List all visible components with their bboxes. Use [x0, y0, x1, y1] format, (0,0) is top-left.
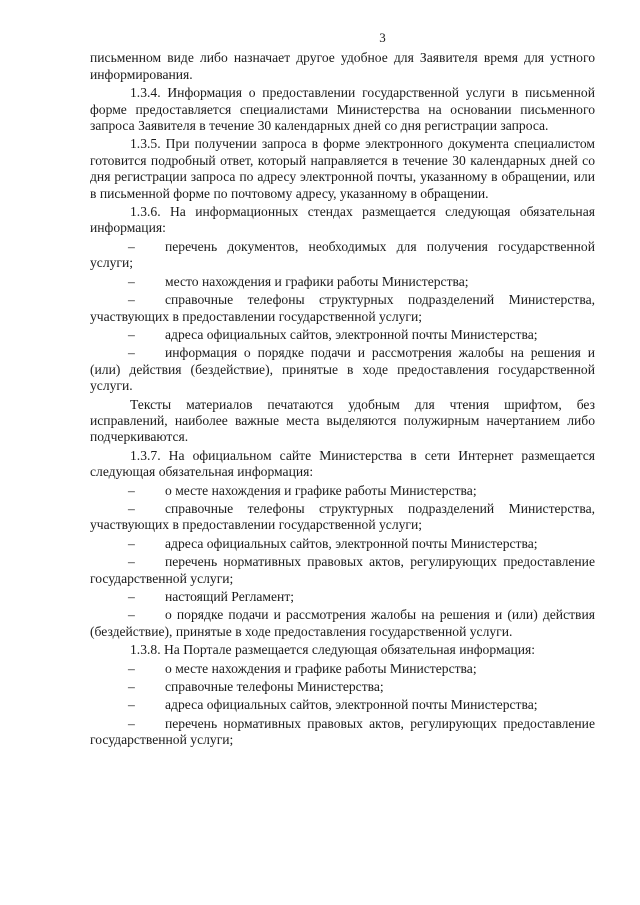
list-dash: – — [128, 273, 135, 289]
list-item-text: адреса официальных сайтов, электронной почты Министерства; — [165, 697, 538, 713]
list-dash: – — [128, 589, 135, 604]
list-item-text: о месте нахождения и графике работы Министерства; — [165, 660, 477, 676]
list-dash: – — [128, 607, 135, 623]
list-item-text: справочные телефоны структурных подразделений Министерства, участвующих в предоставлении государственной услуги; — [90, 292, 595, 324]
list-dash: – — [128, 500, 135, 516]
list-item — [90, 607, 595, 640]
list-dash: – — [128, 679, 135, 695]
list-item-text: перечень нормативных правовых актов, регулирующих предоставление государственной услуги; — [90, 554, 595, 586]
document-body — [90, 50, 595, 748]
list-item — [90, 483, 595, 499]
list-item — [90, 292, 595, 325]
list-dash: – — [128, 697, 135, 713]
list-item — [90, 536, 595, 552]
list-item-text: перечень нормативных правовых актов, регулирующих предоставление государственной услуги; — [90, 715, 595, 748]
paragraph: 1.3.7. На официальном сайте Министерства в сети Интернет размещается следующая обязательная информация: — [90, 447, 595, 480]
list-dash: – — [128, 715, 135, 731]
list-dash: – — [128, 345, 135, 361]
list-item — [90, 554, 595, 587]
paragraph: письменном виде либо назначает другое удобное для Заявителя время для устного информирования. — [90, 50, 595, 82]
list-item — [90, 716, 595, 749]
paragraph: 1.3.6. На информационных стендах размещается следующая обязательная информация: — [90, 204, 595, 236]
list-item-text: настоящий Регламент; — [165, 589, 295, 604]
paragraph: Тексты материалов печатаются удобным для чтения шрифтом, без исправлений, наиболее важные места выделяются полужирным начертанием либо подчеркиваются. — [90, 396, 595, 445]
list-item-text: перечень документов, необходимых для получения государственной услуги; — [90, 238, 595, 271]
list-item-text: о порядке подачи и рассмотрения жалобы на решения и (или) действия (бездействие), принятые в ходе предоставления государственной услуги. — [90, 607, 595, 639]
list-item-text: адреса официальных сайтов, электронной почты Министерства; — [165, 326, 538, 342]
list-item — [90, 327, 595, 343]
list-item-text: о месте нахождения и графике работы Министерства; — [165, 482, 477, 498]
list-item-text: информация о порядке подачи и рассмотрения жалобы на решения и (или) действия (бездействие), принятые в ходе предоставления государственной услуги. — [90, 345, 595, 394]
list-dash: – — [128, 326, 135, 342]
list-item-text: справочные телефоны Министерства; — [165, 679, 384, 695]
paragraph: 1.3.8. На Портале размещается следующая обязательная информация: — [130, 642, 536, 658]
list-dash: – — [128, 660, 135, 676]
list-item-text: справочные телефоны структурных подразделений Министерства, участвующих в предоставлении государственной услуги; — [90, 500, 595, 533]
paragraph: 1.3.5. При получении запроса в форме электронного документа специалистом готовится подробный ответ, который направляется в течение 30 календарных дней со дня регистрации запроса по адресу электронной почты, указанному в обращении, или в письменной форме по почтовому адресу, указанному в обращении. — [90, 136, 595, 201]
list-dash: – — [128, 482, 135, 498]
list-item — [90, 274, 595, 290]
list-item-text: место нахождения и графики работы Министерства; — [165, 273, 469, 289]
paragraph: 1.3.4. Информация о предоставлении государственной услуги в письменной форме предоставляется специалистами Министерства на основании письменного запроса Заявителя в течение 30 календарных дней со дня регистрации запроса. — [90, 85, 595, 134]
list-dash: – — [128, 238, 135, 254]
list-item — [90, 679, 595, 695]
list-item — [90, 345, 595, 394]
list-dash: – — [128, 535, 135, 551]
page-number: 3 — [379, 30, 386, 45]
list-dash: – — [128, 554, 135, 570]
list-item — [90, 697, 595, 713]
list-item — [90, 661, 595, 677]
list-dash: – — [128, 292, 135, 308]
list-item — [90, 501, 595, 534]
list-item — [90, 589, 595, 605]
document-page — [90, 30, 595, 751]
list-item — [90, 239, 595, 272]
list-item-text: адреса официальных сайтов, электронной почты Министерства; — [165, 535, 538, 551]
